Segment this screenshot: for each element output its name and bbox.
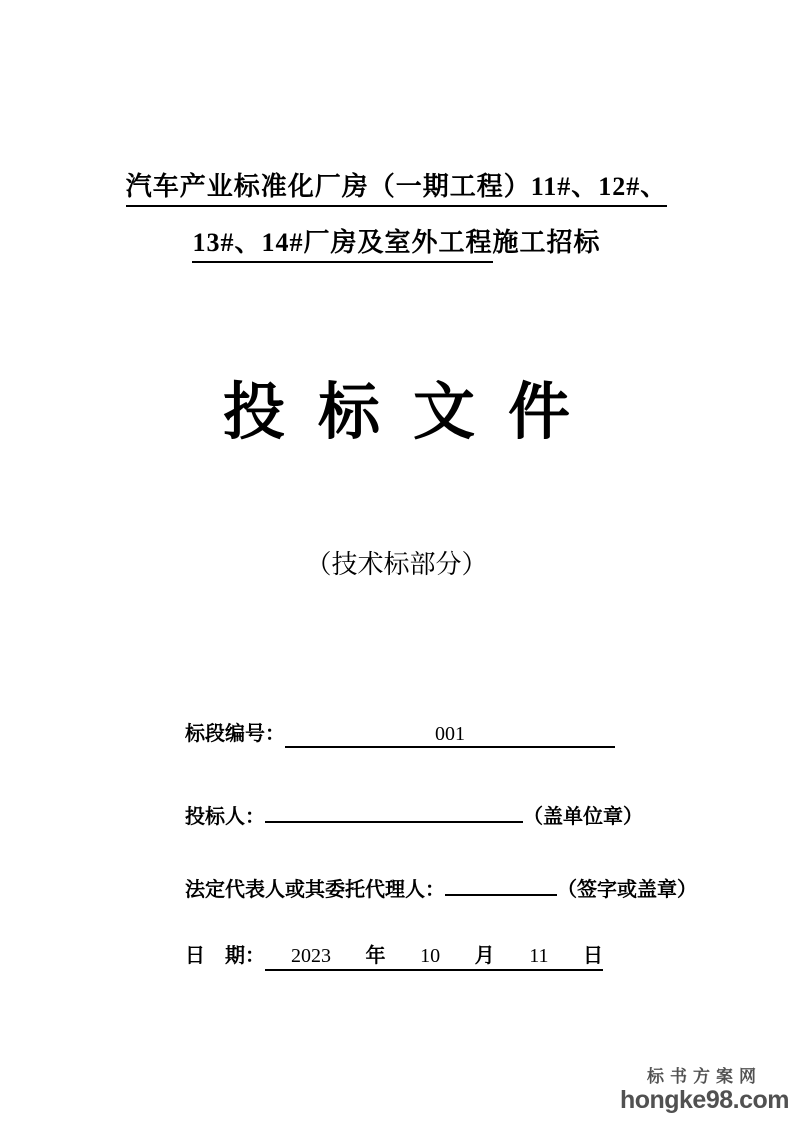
date-day-value: 11 [529,945,549,967]
section-number-row [185,721,615,748]
date-month-unit: 月 [474,945,495,967]
date-year-unit: 年 [365,945,386,967]
watermark-site-domain: hongke98.com [619,1086,789,1114]
bidder-label: 投标人： [185,806,265,828]
legal-representative-sign-note: （签字或盖章） [557,879,697,901]
date-label: 日 期： [185,945,265,967]
date-day-unit: 日 [583,945,603,967]
project-title-line1-text: 汽车产业标准化厂房（一期工程）11#、12#、 [126,172,668,207]
document-subtitle: （技术标部分） [305,550,488,579]
date-field [265,943,603,971]
project-title [0,170,793,282]
date-row [185,943,603,971]
section-number-field: 001 [285,721,615,748]
date-month-value: 10 [420,945,441,967]
watermark [620,1068,789,1113]
legal-representative-label: 法定代表人或其委托代理人： [185,879,445,901]
bidder-row [185,796,643,830]
bidder-seal-note: （盖单位章） [523,806,643,828]
date-year-value: 2023 [291,945,331,967]
watermark-site-name: 标书方案网 [646,1067,762,1086]
project-title-line1 [0,170,793,204]
bidder-field [265,796,523,823]
legal-representative-row [185,869,697,903]
project-title-line2-underlined-text: 13#、14#厂房及室外工程 [192,228,492,263]
document-type-heading: 投标文件 [222,379,603,447]
project-title-line2 [0,226,793,260]
project-title-line2-plain-text: 施工招标 [492,228,601,257]
section-number-label: 标段编号： [185,723,285,745]
legal-representative-field [445,869,557,896]
